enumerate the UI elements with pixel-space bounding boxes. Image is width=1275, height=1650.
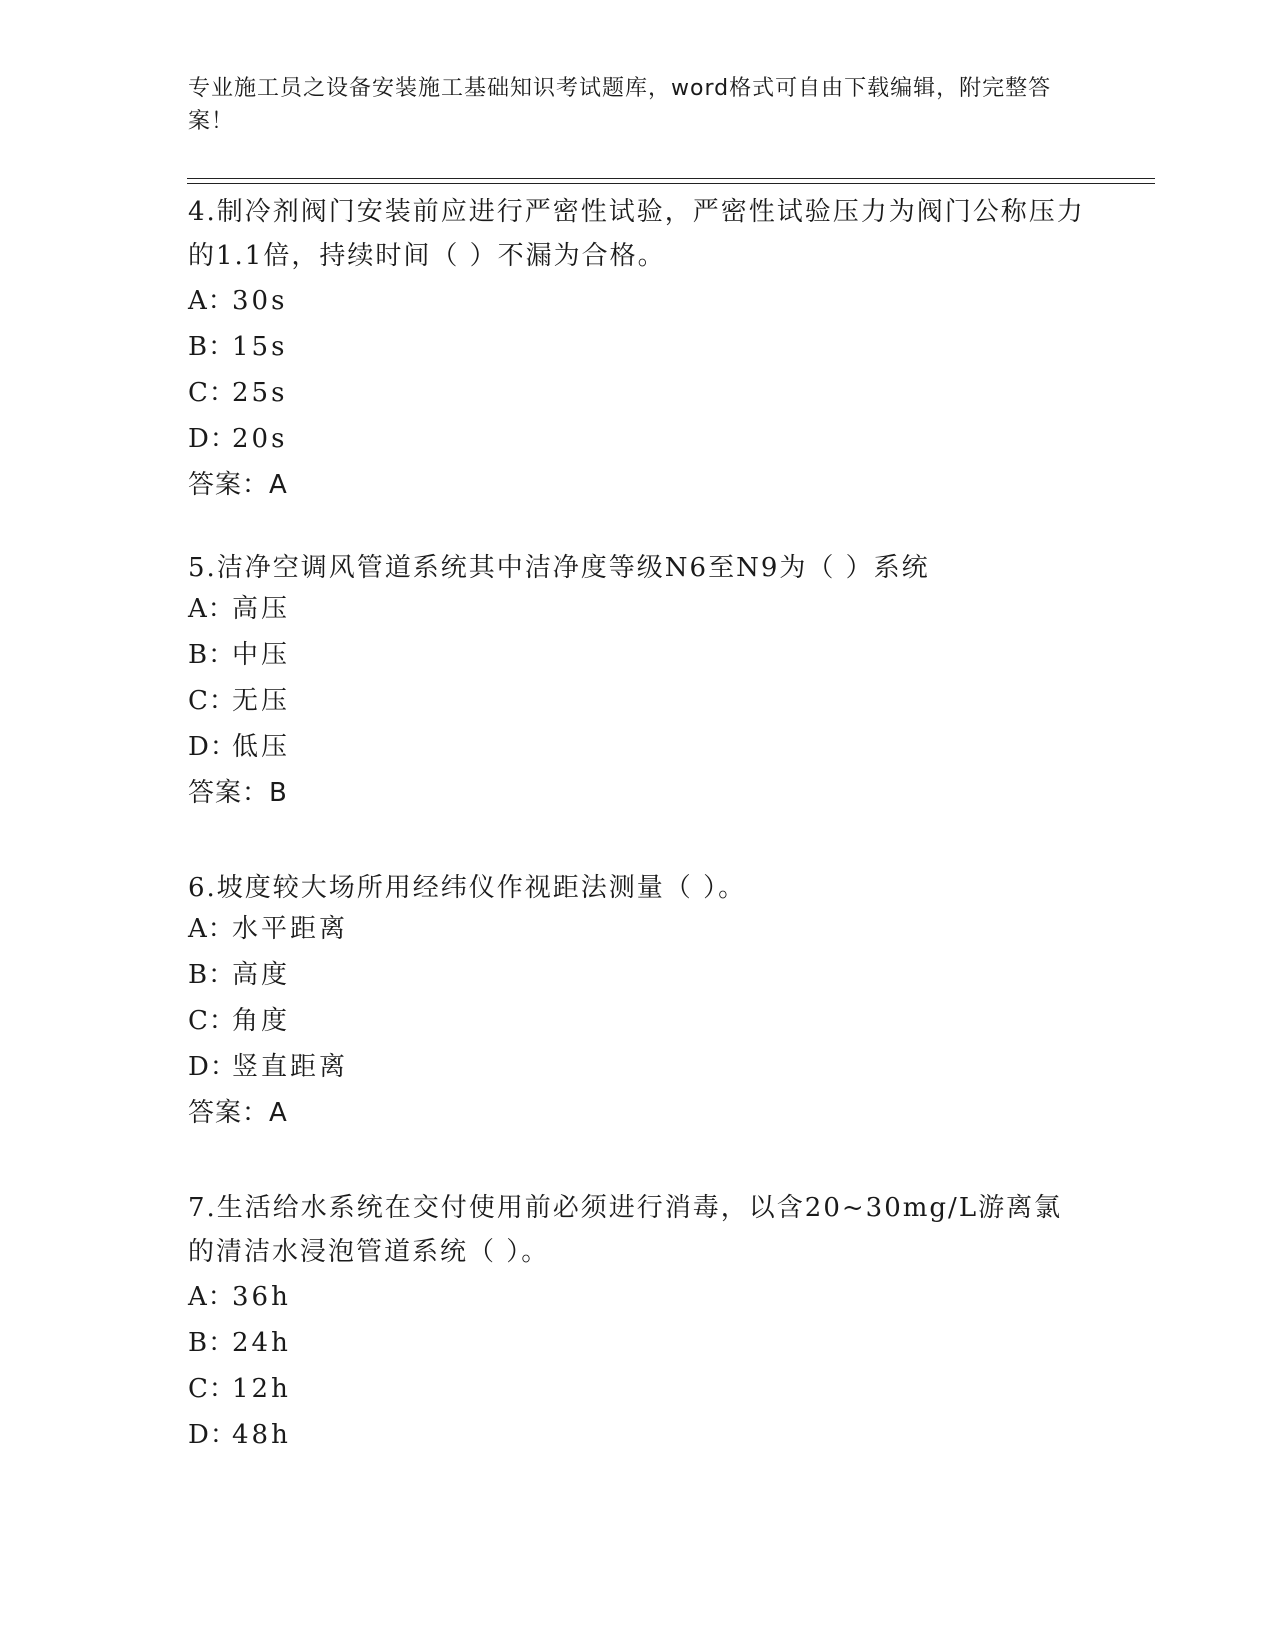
option-value: 30s: [232, 286, 288, 316]
options-list: [188, 1282, 1088, 1466]
option-value: 中压: [232, 640, 291, 670]
option-a: [188, 914, 1088, 960]
option-letter: A：: [188, 914, 235, 944]
option-b: [188, 1328, 1088, 1374]
option-letter: A：: [188, 594, 235, 624]
option-value: 高度: [232, 960, 291, 990]
option-letter: C：: [188, 686, 236, 716]
option-b: [188, 640, 1088, 686]
answer-line: 答案：B: [188, 778, 288, 808]
option-value: 高压: [232, 594, 291, 624]
option-d: [188, 732, 1088, 778]
option-value: 36h: [232, 1282, 291, 1312]
option-letter: C：: [188, 378, 236, 408]
option-letter: A：: [188, 1282, 235, 1312]
option-value: 25s: [232, 378, 288, 408]
option-value: 12h: [232, 1374, 291, 1404]
option-letter: B：: [188, 960, 236, 990]
option-letter: C：: [188, 1374, 236, 1404]
option-letter: D：: [188, 732, 237, 762]
option-value: 竖直距离: [232, 1052, 349, 1082]
question-text: 7.生活给水系统在交付使用前必须进行消毒，以含20~30mg/L游离氯的清洁水浸泡管道系统（ ）。: [188, 1193, 1063, 1267]
option-letter: A：: [188, 286, 235, 316]
header-rule-top: [187, 178, 1155, 179]
option-letter: D：: [188, 1052, 237, 1082]
question-text: 5.洁净空调风管道系统其中洁净度等级N6至N9为（ ）系统: [188, 553, 930, 583]
option-letter: B：: [188, 1328, 236, 1358]
option-value: 24h: [232, 1328, 291, 1358]
option-value: 20s: [232, 424, 288, 454]
question-6: [188, 866, 1088, 1128]
option-letter: C：: [188, 1006, 236, 1036]
option-d: [188, 1052, 1088, 1098]
question-text: 6.坡度较大场所用经纬仪作视距法测量（ ）。: [188, 873, 747, 903]
options-list: [188, 914, 1088, 1098]
option-letter: B：: [188, 640, 236, 670]
answer-line: 答案：A: [188, 1098, 288, 1128]
option-c: [188, 686, 1088, 732]
document-header: 专业施工员之设备安装施工基础知识考试题库，word格式可自由下载编辑，附完整答案！: [188, 76, 1052, 134]
option-value: 48h: [232, 1420, 291, 1450]
option-c: [188, 1374, 1088, 1420]
option-value: 水平距离: [232, 914, 349, 944]
question-7: [188, 1186, 1088, 1466]
option-a: [188, 1282, 1088, 1328]
option-b: [188, 332, 1088, 378]
option-d: [188, 1420, 1088, 1466]
options-list: [188, 286, 1088, 470]
option-c: [188, 378, 1088, 424]
option-d: [188, 424, 1088, 470]
option-letter: D：: [188, 1420, 237, 1450]
option-letter: D：: [188, 424, 237, 454]
option-value: 无压: [232, 686, 291, 716]
header-rule-bottom: [187, 183, 1155, 184]
question-text: 4.制冷剂阀门安装前应进行严密性试验，严密性试验压力为阀门公称压力的1.1倍，持续时间（ ）不漏为合格。: [188, 197, 1085, 271]
option-value: 15s: [232, 332, 288, 362]
option-letter: B：: [188, 332, 236, 362]
option-value: 低压: [232, 732, 291, 762]
option-c: [188, 1006, 1088, 1052]
options-list: [188, 594, 1088, 778]
option-a: [188, 286, 1088, 332]
answer-line: 答案：A: [188, 470, 288, 500]
question-4: [188, 190, 1088, 500]
option-a: [188, 594, 1088, 640]
option-b: [188, 960, 1088, 1006]
question-5: [188, 546, 1088, 808]
option-value: 角度: [232, 1006, 291, 1036]
